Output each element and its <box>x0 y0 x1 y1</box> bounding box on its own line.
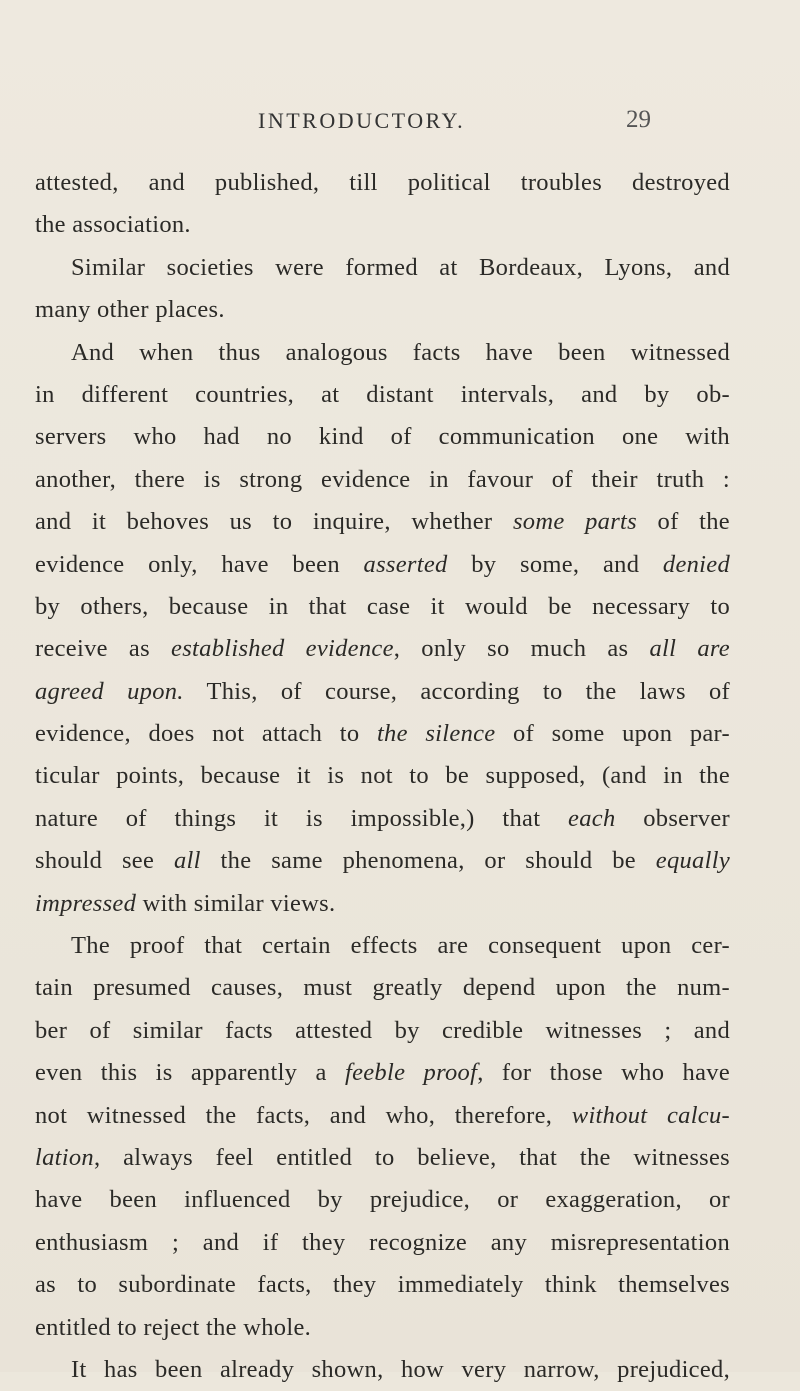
text-line <box>35 162 730 204</box>
italic-text: the silence <box>376 720 496 748</box>
text-run: by some, and <box>447 550 663 578</box>
italic-text: impressed <box>35 889 137 917</box>
text-run: of the <box>636 508 730 536</box>
body-text <box>35 162 730 1391</box>
text-line <box>35 1222 730 1264</box>
text-run: another, there is strong evidence in favour of their truth : <box>35 465 730 493</box>
text-run: , always feel entitled to believe, that the witnesses <box>93 1143 730 1171</box>
page-number: 29 <box>626 106 651 133</box>
italic-text: equally <box>655 847 730 875</box>
text-run: attested, and published, till political troubles destroyed <box>35 169 730 196</box>
text-run: even this is apparently a <box>35 1059 345 1087</box>
text-line <box>35 204 730 246</box>
text-line <box>35 332 730 374</box>
text-run: of some upon par- <box>495 720 730 748</box>
text-line <box>35 1052 730 1094</box>
running-title: INTRODUCTORY. <box>258 108 466 133</box>
italic-text: agreed upon. <box>35 677 184 705</box>
text-line <box>35 1179 730 1221</box>
text-line <box>35 798 730 840</box>
text-run: as to subordinate facts, they immediately think themselves <box>35 1271 730 1299</box>
text-line <box>35 883 730 925</box>
text-line <box>35 1349 730 1391</box>
text-run: many other places. <box>35 296 225 324</box>
italic-text: denied <box>662 550 730 578</box>
text-run: by others, because in that case it would be necessary to <box>35 592 730 620</box>
text-run: , only so much as <box>393 635 650 663</box>
running-head <box>0 104 800 140</box>
text-run: and it behoves us to inquire, whether <box>35 508 513 536</box>
text-run: It has been already shown, how very narrow, prejudiced, <box>71 1355 730 1383</box>
text-run: not witnessed the facts, and who, therefore, <box>35 1101 572 1129</box>
text-run: servers who had no kind of communication one with <box>35 423 730 451</box>
text-run: the association. <box>35 211 191 239</box>
text-run: ticular points, because it is not to be supposed, (and in the <box>35 762 730 790</box>
italic-text: lation <box>35 1143 94 1171</box>
text-run: the same phenomena, or should be <box>200 847 656 875</box>
text-line <box>35 416 730 458</box>
text-line <box>35 544 730 586</box>
text-line <box>35 289 730 331</box>
text-run: evidence only, have been <box>35 550 364 578</box>
text-line <box>35 925 730 967</box>
text-run: evidence, does not attach to <box>35 720 377 748</box>
text-run: in different countries, at distant intervals, and by ob- <box>35 380 730 408</box>
text-run: This, of course, according to the laws of <box>183 677 730 705</box>
italic-text: each <box>568 804 616 832</box>
text-run: should see <box>35 847 174 875</box>
italic-text: established evidence <box>171 635 394 663</box>
italic-text: asserted <box>363 550 448 578</box>
text-line <box>35 247 730 289</box>
text-line <box>35 840 730 882</box>
text-line <box>35 628 730 670</box>
text-run: ber of similar facts attested by credible witnesses ; and <box>35 1016 730 1044</box>
italic-text: some parts <box>512 508 637 536</box>
text-line <box>35 967 730 1009</box>
text-line <box>35 755 730 797</box>
text-run: observer <box>615 804 730 832</box>
text-run: nature of things it is impossible,) that <box>35 804 569 832</box>
text-run: receive as <box>35 635 172 663</box>
text-line <box>35 374 730 416</box>
text-run: enthusiasm ; and if they recognize any misrepresentation <box>35 1228 730 1256</box>
italic-text: all are <box>649 635 730 663</box>
text-run: with similar views. <box>136 889 336 917</box>
text-line <box>35 1137 730 1179</box>
text-line <box>35 586 730 628</box>
text-run: tain presumed causes, must greatly depend upon the num- <box>35 974 730 1002</box>
text-line <box>35 1095 730 1137</box>
italic-text: all <box>173 847 201 875</box>
text-line <box>35 459 730 501</box>
text-run: , for those who have <box>477 1059 730 1087</box>
text-run: The proof that certain effects are consequent upon cer- <box>71 932 730 960</box>
text-line <box>35 1264 730 1306</box>
text-line <box>35 671 730 713</box>
italic-text: without calcu- <box>571 1101 730 1129</box>
text-run: Similar societies were formed at Bordeaux, Lyons, and <box>71 253 730 281</box>
text-run: have been influenced by prejudice, or exaggeration, or <box>35 1186 730 1214</box>
text-line <box>35 501 730 543</box>
text-run: entitled to reject the whole. <box>35 1313 312 1341</box>
italic-text: feeble proof <box>344 1059 478 1087</box>
text-line <box>35 1307 730 1349</box>
text-run: And when thus analogous facts have been witnessed <box>71 338 730 366</box>
text-line <box>35 1010 730 1052</box>
text-line <box>35 713 730 755</box>
